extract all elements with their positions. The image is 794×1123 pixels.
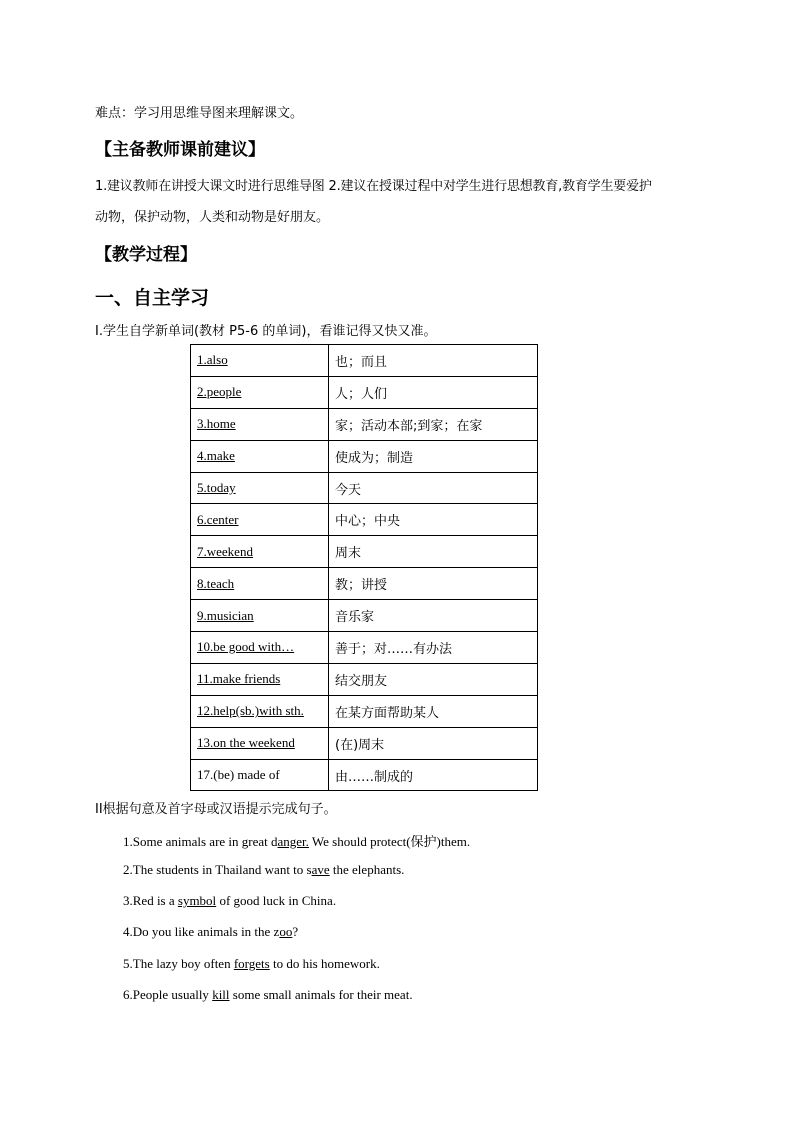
part2-intro: II根据句意及首字母或汉语提示完成句子。 [95, 802, 337, 817]
sentence-answer: symbol [177, 893, 217, 908]
vocab-row [191, 376, 538, 408]
part1-intro: I.学生自学新单词(教材 P5-6 的单词)，看谁记得又快又准。 [95, 324, 437, 339]
vocab-row [191, 504, 538, 536]
vocab-word-text: 2.people [197, 384, 242, 400]
vocab-word-text: 13.on the weekend [197, 735, 295, 751]
vocab-word-text: 9.musician [197, 607, 254, 623]
vocab-row [191, 345, 538, 377]
sentence-answer: anger. [277, 834, 309, 849]
vocab-word [191, 345, 329, 377]
vocab-row [191, 663, 538, 695]
vocab-meaning: 今天 [329, 472, 538, 504]
sentence-item [123, 924, 298, 940]
vocab-word [191, 440, 329, 472]
vocab-word [191, 632, 329, 664]
sentence-text: 3.Red is a [123, 893, 178, 908]
vocab-meaning: 家；活动本部;到家；在家 [329, 408, 538, 440]
sentence-item [123, 987, 413, 1003]
vocab-row [191, 408, 538, 440]
sentence-text: the elephants. [329, 862, 405, 877]
vocab-row [191, 727, 538, 759]
sentence-text: to do his homework. [269, 956, 380, 971]
sentence-text: 4.Do you like animals in the z [123, 924, 280, 939]
process-heading: 【教学过程】 [95, 245, 197, 265]
vocab-meaning: 音乐家 [329, 600, 538, 632]
vocab-word [191, 568, 329, 600]
sentence-text: 2.The students in Thailand want to s [123, 862, 312, 877]
vocab-word [191, 504, 329, 536]
vocab-meaning: 在某方面帮助某人 [329, 695, 538, 727]
vocab-meaning: 由……制成的 [329, 759, 538, 791]
vocab-meaning: 结交朋友 [329, 663, 538, 695]
vocab-row [191, 632, 538, 664]
vocab-meaning: 教；讲授 [329, 568, 538, 600]
sentence-item [123, 862, 404, 878]
vocab-word-text: 12.help(sb.)with sth. [197, 703, 304, 719]
sentence-answer: forgets [233, 956, 270, 971]
suggest-heading: 【主备教师课前建议】 [95, 140, 265, 160]
sentence-item [123, 831, 470, 850]
sentence-text: some small animals for their meat. [229, 987, 413, 1002]
vocab-word [191, 536, 329, 568]
vocab-word-text: 17.(be) made of [197, 767, 280, 783]
vocab-meaning: 周末 [329, 536, 538, 568]
sentence-item [123, 893, 336, 909]
vocab-word-text: 10.be good with… [197, 639, 295, 655]
difficulty-text: 难点：学习用思维导图来理解课文。 [95, 106, 304, 121]
sentence-text: We should protect(保护)them. [308, 834, 471, 849]
vocab-row [191, 536, 538, 568]
sentence-item [123, 956, 380, 972]
vocab-meaning: 善于；对……有办法 [329, 632, 538, 664]
vocab-row [191, 695, 538, 727]
sentence-text: of good luck in China. [216, 893, 337, 908]
suggest-line-2: 动物，保护动物，人类和动物是好朋友。 [95, 210, 330, 225]
vocab-word-text: 5.today [197, 480, 236, 495]
vocab-row [191, 759, 538, 791]
vocab-word [191, 472, 329, 504]
vocab-word [191, 695, 329, 727]
vocab-meaning: 使成为；制造 [329, 440, 538, 472]
vocab-meaning: 中心；中央 [329, 504, 538, 536]
vocab-word-text: 8.teach [197, 575, 235, 591]
sentence-text: ? [292, 924, 299, 939]
vocab-meaning: (在)周末 [329, 727, 538, 759]
suggest-line-1: 1.建议教师在讲授大课文时进行思维导图 2.建议在授课过程中对学生进行思想教育,教育学生要爱护 [95, 179, 652, 194]
vocab-word-text: 7.weekend [197, 543, 253, 559]
vocab-word-text: 1.also [197, 352, 228, 368]
vocab-meaning: 人；人们 [329, 376, 538, 408]
vocab-word [191, 727, 329, 759]
vocab-word [191, 408, 329, 440]
vocab-word [191, 600, 329, 632]
vocab-word [191, 376, 329, 408]
vocab-row [191, 472, 538, 504]
vocab-row [191, 440, 538, 472]
vocab-word-text: 11.make friends [197, 671, 281, 687]
vocab-table [190, 344, 538, 791]
sentence-answer: oo [279, 924, 293, 939]
vocab-word-text: 6.center [197, 511, 239, 527]
section1-heading: 一、自主学习 [95, 287, 210, 309]
sentence-answer: kill [212, 987, 230, 1002]
sentence-text: 5.The lazy boy often [123, 956, 234, 971]
vocab-meaning: 也；而且 [329, 345, 538, 377]
vocab-word [191, 663, 329, 695]
vocab-row [191, 568, 538, 600]
sentence-text: 6.People usually [123, 987, 213, 1002]
vocab-word-text: 3.home [197, 416, 236, 432]
sentence-answer: ave [311, 862, 330, 877]
vocab-word-text: 4.make [197, 448, 235, 464]
vocab-word [191, 759, 329, 791]
vocab-row [191, 600, 538, 632]
sentence-text: 1.Some animals are in great d [123, 834, 278, 849]
